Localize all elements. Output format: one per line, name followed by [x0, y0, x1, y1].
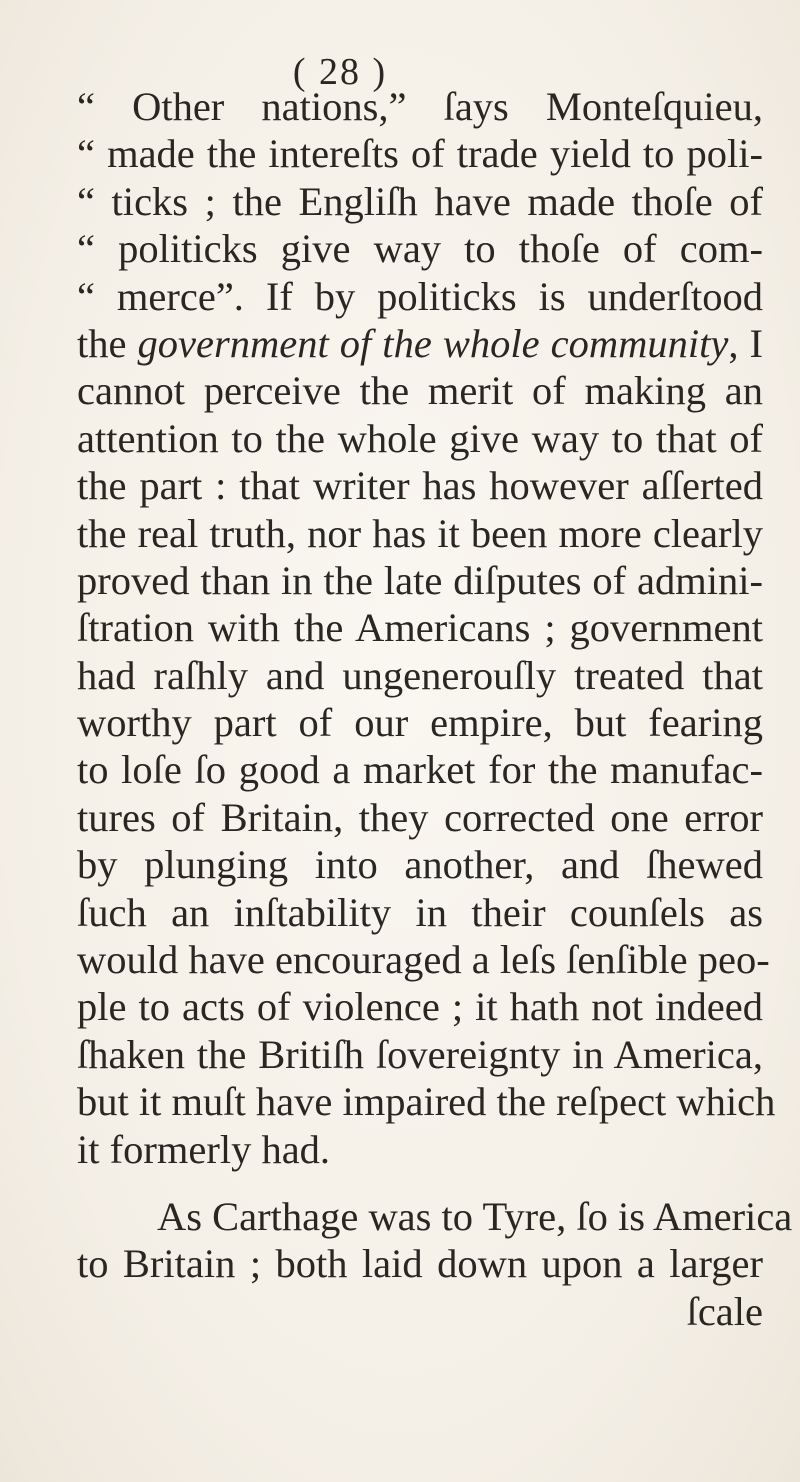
- text-fragment: , I: [728, 320, 763, 366]
- text-line: “ Other nations,” ſays Monteſquieu,: [77, 84, 763, 129]
- text-line: “ ticks ; the Engliſh have made thoſe of: [77, 178, 763, 224]
- text-line: “ merce”. If by politicks is underſtood: [77, 273, 763, 319]
- text-line: attention to the whole give way to that of: [77, 415, 763, 461]
- text-line: but it muſt have impaired the reſpect which: [77, 1079, 776, 1125]
- text-line: ple to acts of violence ; it hath not indeed: [77, 984, 763, 1030]
- text-line: “ made the intereſts of trade yield to poli-: [77, 131, 763, 177]
- catchword: ſcale: [686, 1288, 763, 1334]
- italic-phrase: government of the whole community: [137, 320, 729, 366]
- text-line: ſhaken the Britiſh ſovereignty in America,: [77, 1031, 763, 1077]
- text-line: to loſe ſo good a market for the manufac-: [77, 747, 763, 793]
- text-line: the part : that writer has however aſſerted: [77, 463, 763, 509]
- text-fragment: the: [77, 320, 138, 366]
- body-text: [77, 83, 793, 1335]
- text-line: had raſhly and ungenerouſly treated that: [77, 652, 763, 698]
- text-line: “ politicks give way to thoſe of com-: [77, 226, 763, 272]
- text-line: by plunging into another, and ſhewed: [77, 842, 763, 888]
- text-line-with-italic: [77, 320, 763, 367]
- text-line: to Britain ; both laid down upon a larger: [77, 1241, 763, 1287]
- text-line: it formerly had.: [77, 1126, 331, 1172]
- text-line: proved than in the late diſputes of admini-: [77, 557, 763, 603]
- text-line: ſuch an inſtability in their counſels as: [77, 889, 763, 935]
- text-line: cannot perceive the merit of making an: [77, 368, 763, 414]
- text-line: tures of Britain, they corrected one error: [77, 794, 763, 840]
- text-line: would have encouraged a leſs ſenſible peo-: [77, 937, 770, 983]
- text-line: ſtration with the Americans ; government: [77, 605, 763, 651]
- text-line: the real truth, nor has it been more clearly: [77, 510, 763, 556]
- text-line: As Carthage was to Tyre, ſo is America: [157, 1193, 793, 1239]
- text-line: worthy part of our empire, but fearing: [77, 700, 763, 746]
- page-number: ( 28 ): [292, 51, 388, 93]
